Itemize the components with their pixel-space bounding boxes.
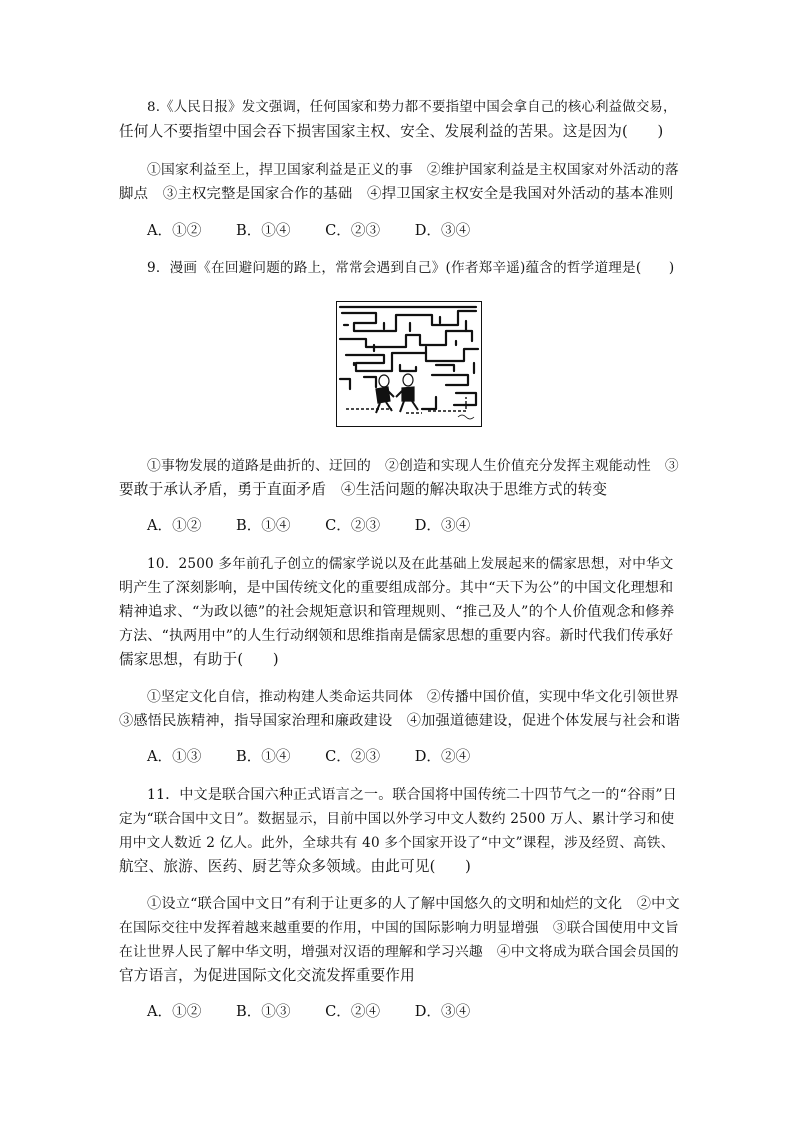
q11-option-c[interactable]: C．②④	[325, 1003, 381, 1020]
q8-option-b[interactable]: B．①④	[235, 222, 291, 239]
q8-option-d[interactable]: D．③④	[414, 222, 471, 239]
q10-stem-line-1: 10．2500 多年前孔子创立的儒家学说以及在此基础上发展起来的儒家思想，对中华文	[147, 556, 674, 572]
q11-stem-line-3: 用中文人数近 2 亿人。此外，全球共有 40 多个国家开设了“中文”课程，涉及经贸、高铁、	[119, 835, 675, 851]
q11-stem-line-1: 11．中文是联合国六种正式语言之一。联合国将中国传统二十四节气之一的“谷雨”日	[147, 787, 677, 803]
q8-option-a[interactable]: A．①②	[147, 222, 202, 239]
q10-stem-line-4: 方法、“执两用中”的人生行动纲领和思维指南是儒家思想的重要内容。新时代我们传承好	[119, 628, 674, 644]
q8-stem-line-1: 8.《人民日报》发文强调，任何国家和势力都不要指望中国会拿自己的核心利益做交易，	[147, 100, 677, 115]
q9-stem-line-1: 9．漫画《在回避问题的路上，常常会遇到自己》(作者郑辛遥)蕴含的哲学道理是( )	[147, 260, 675, 276]
q11-statement-line-4: 官方语言，为促进国际文化交流发挥重要作用	[119, 967, 415, 984]
maze-cartoon-image	[336, 301, 482, 427]
q11-option-d[interactable]: D．③④	[414, 1003, 471, 1020]
q9-option-b[interactable]: B．①④	[235, 517, 291, 534]
q8-stem-line-2: 任何人不要指望中国会吞下损害国家主权、安全、发展利益的苦果。这是因为( )	[119, 123, 664, 140]
q9-options	[147, 515, 500, 537]
q8-statement-line-2: 脚点 ③主权完整是国家合作的基础 ④捍卫国家主权安全是我国对外活动的基本准则	[119, 186, 674, 202]
q11-option-a[interactable]: A．①②	[147, 1003, 202, 1020]
q8-option-c[interactable]: C．②③	[325, 222, 381, 239]
q9-statement-line-1: ①事物发展的道路是曲折的、迂回的 ②创造和实现人生价值充分发挥主观能动性 ③	[147, 458, 679, 474]
q11-statement-line-3: 在让世界人民了解中华文明，增强对汉语的理解和学习兴趣 ④中文将成为联合国会员国的	[119, 944, 679, 960]
q10-statement-line-2: ③感悟民族精神，指导国家治理和廉政建设 ④加强道德建设，促进个体发展与社会和谐	[119, 713, 681, 729]
q10-option-c[interactable]: C．②③	[325, 748, 381, 765]
q11-stem-line-2: 定为“联合国中文日”。数据显示，目前中国以外学习中文人数约 2500 万人、累计学习和使	[119, 811, 675, 827]
q10-statement-line-1: ①坚定文化自信，推动构建人类命运共同体 ②传播中国价值，实现中华文化引领世界	[147, 689, 679, 705]
q11-options	[147, 1001, 500, 1023]
q8-options	[147, 220, 500, 242]
q10-option-a[interactable]: A．①③	[147, 748, 202, 765]
q9-statement-line-2: 要敢于承认矛盾，勇于直面矛盾 ④生活问题的解决取决于思维方式的转变	[119, 481, 608, 498]
q9-option-a[interactable]: A．①②	[147, 517, 202, 534]
q9-option-d[interactable]: D．③④	[414, 517, 471, 534]
q10-stem-line-5: 儒家思想，有助于( )	[119, 651, 279, 668]
q10-options	[147, 746, 500, 768]
q10-stem-line-3: 精神追求、“为政以德”的社会规矩意识和管理规则、“推己及人”的个人价值观念和修养	[119, 604, 675, 620]
q11-stem-line-4: 航空、旅游、医药、厨艺等众多领域。由此可见( )	[119, 858, 472, 875]
q11-statement-line-2: 在国际交往中发挥着越来越重要的作用，中国的国际影响力明显增强 ③联合国使用中文旨	[119, 920, 679, 936]
q10-option-b[interactable]: B．①④	[235, 748, 291, 765]
q10-option-d[interactable]: D．②④	[414, 748, 471, 765]
q8-statement-line-1: ①国家利益至上，捍卫国家利益是正义的事 ②维护国家利益是主权国家对外活动的落	[147, 162, 679, 178]
q11-option-b[interactable]: B．①③	[235, 1003, 291, 1020]
q9-option-c[interactable]: C．②③	[325, 517, 381, 534]
q10-stem-line-2: 明产生了深刻影响，是中国传统文化的重要组成部分。其中“天下为公”的中国文化理想和	[119, 580, 674, 596]
q11-statement-line-1: ①设立“联合国中文日”有利于让更多的人了解中国悠久的文明和灿烂的文化 ②中文	[147, 896, 680, 912]
